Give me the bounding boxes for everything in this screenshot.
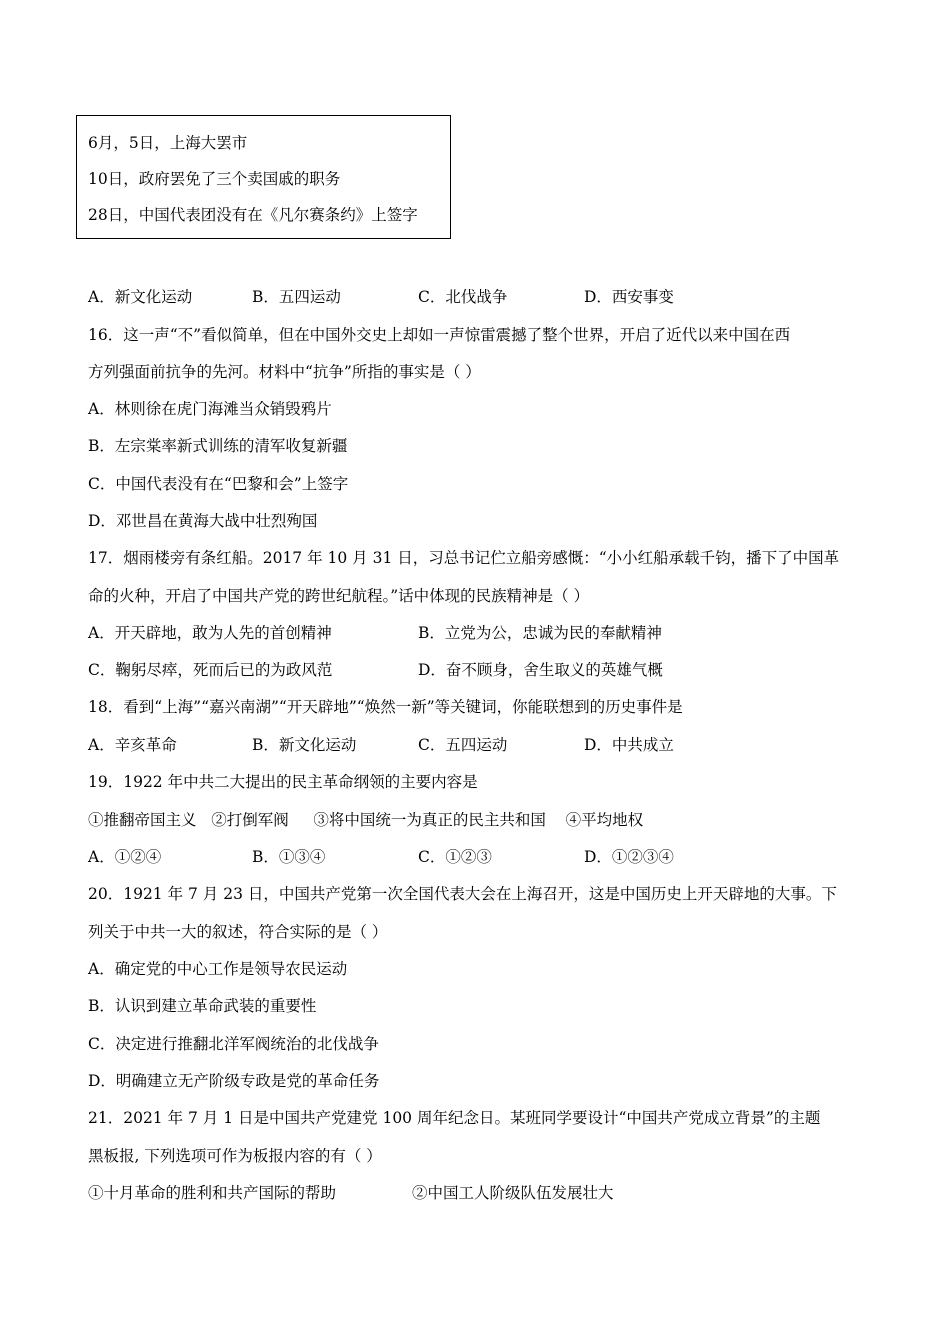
q16-stem: 16．这一声“不”看似简单，但在中国外交史上却如一声惊雷震撼了整个世界，开启了近代以来中国在西 [88, 326, 791, 344]
q20-option-a: A．确定党的中心工作是领导农民运动 [88, 960, 348, 978]
q20-stem-cont: 列关于中共一大的叙述，符合实际的是（ ） [88, 923, 388, 941]
q18-option-b: B．新文化运动 [252, 736, 357, 754]
q18-option-c: C．五四运动 [418, 736, 508, 754]
q15-option-a: A．新文化运动 [88, 288, 193, 306]
material-line: 10日，政府罢免了三个卖国戚的职务 [88, 170, 341, 188]
q19-option-a: A．①②④ [88, 848, 162, 866]
q15-option-d: D．西安事变 [584, 288, 674, 306]
q17-option-c: C．鞠躬尽瘁，死而后已的为政风范 [88, 661, 333, 679]
q19-option-c: C．①②③ [418, 848, 492, 866]
q15-option-b: B．五四运动 [252, 288, 341, 306]
q19-items: ①推翻帝国主义 ②打倒军阀 ③将中国统一为真正的民主共和国 ④平均地权 [88, 811, 644, 829]
q20-option-b: B．认识到建立革命武装的重要性 [88, 997, 317, 1015]
q16-option-c: C．中国代表没有在“巴黎和会”上签字 [88, 475, 349, 493]
q17-stem-cont: 命的火种，开启了中国共产党的跨世纪航程。”话中体现的民族精神是（ ） [88, 587, 590, 605]
q19-option-b: B．①③④ [252, 848, 326, 866]
q20-option-c: C．决定进行推翻北洋军阀统治的北伐战争 [88, 1035, 379, 1053]
q19-stem: 19．1922 年中共二大提出的民主革命纲领的主要内容是 [88, 773, 478, 791]
q21-stem: 21．2021 年 7 月 1 日是中国共产党建党 100 周年纪念日。某班同学要设计“中国共产党成立背景”的主题 [88, 1109, 821, 1127]
q16-option-b: B．左宗棠率新式训练的清军收复新疆 [88, 437, 348, 455]
q21-item-1: ①十月革命的胜利和共产国际的帮助 [88, 1184, 337, 1202]
q17-option-d: D．奋不顾身，舍生取义的英雄气概 [418, 661, 663, 679]
q18-option-a: A．辛亥革命 [88, 736, 177, 754]
material-line: 28日，中国代表团没有在《凡尔赛条约》上签字 [88, 206, 418, 224]
q21-stem-cont: 黑板报, 下列选项可作为板报内容的有（ ） [88, 1147, 382, 1165]
q18-stem: 18．看到“上海”“嘉兴南湖”“开天辟地”“焕然一新”等关键词，你能联想到的历史事件是 [88, 698, 683, 716]
q16-option-a: A．林则徐在虎门海滩当众销毁鸦片 [88, 400, 332, 418]
q16-stem-cont: 方列强面前抗争的先河。材料中“抗争”所指的事实是（ ） [88, 363, 481, 381]
q16-option-d: D．邓世昌在黄海大战中壮烈殉国 [88, 512, 318, 530]
q20-option-d: D．明确建立无产阶级专政是党的革命任务 [88, 1072, 380, 1090]
q15-option-c: C．北伐战争 [418, 288, 508, 306]
q17-option-a: A．开天辟地，敢为人先的首创精神 [88, 624, 332, 642]
q17-stem: 17．烟雨楼旁有条红船。2017 年 10 月 31 日，习总书记伫立船旁感慨：“小小红船承载千钧，播下了中国革 [88, 549, 840, 567]
material-box [76, 115, 451, 239]
q18-option-d: D．中共成立 [584, 736, 674, 754]
q20-stem: 20．1921 年 7 月 23 日，中国共产党第一次全国代表大会在上海召开，这是中国历史上开天辟地的大事。下 [88, 885, 837, 903]
q19-option-d: D．①②③④ [584, 848, 674, 866]
q17-option-b: B．立党为公，忠诚为民的奉献精神 [418, 624, 662, 642]
q21-item-2: ②中国工人阶级队伍发展壮大 [412, 1184, 614, 1202]
material-line: 6月，5日，上海大罢市 [88, 134, 248, 152]
